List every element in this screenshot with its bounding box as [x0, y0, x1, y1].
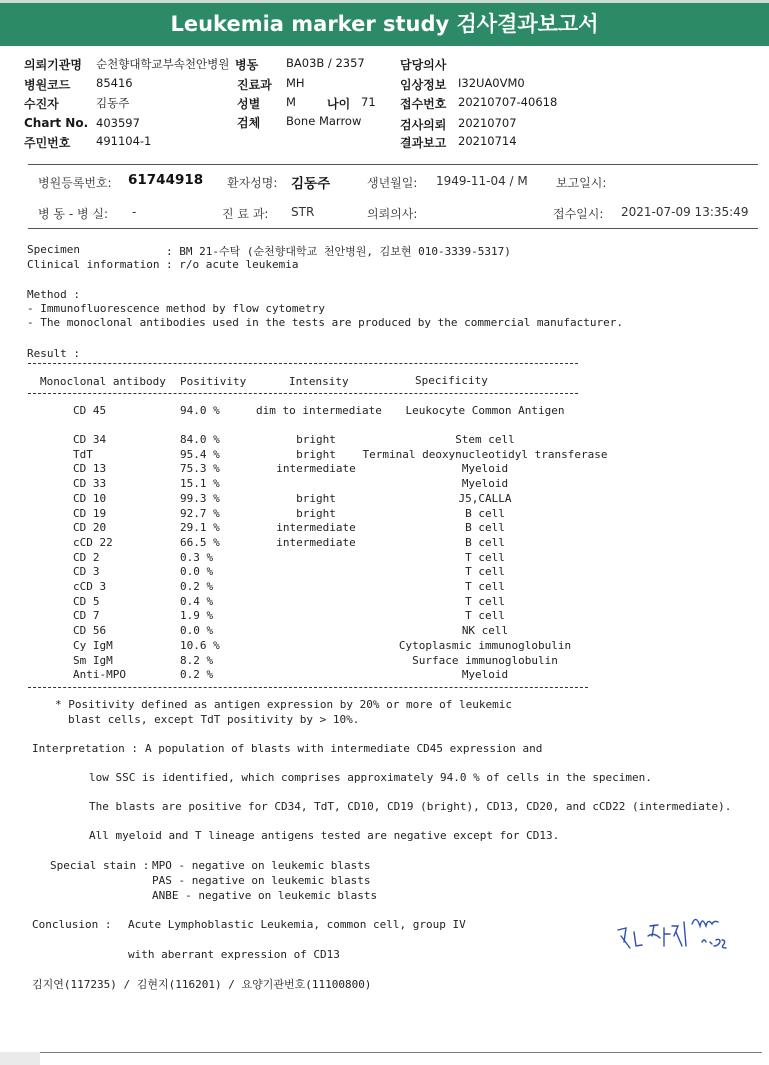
result-row — [0, 462, 769, 477]
specimen-label: 검체 — [237, 116, 261, 130]
result-row — [0, 580, 769, 595]
antibody-cell: CD 19 — [73, 506, 107, 520]
antibody-cell: CD 2 — [73, 550, 100, 564]
positivity-cell: 99.3 % — [180, 491, 220, 505]
positivity-cell: 0.0 % — [180, 624, 214, 638]
signers-line: 김지연(117235) / 김현지(116201) / 요양기관번호(11100800) — [32, 978, 372, 991]
specificity-cell: T cell — [465, 609, 505, 623]
result-row — [0, 477, 769, 492]
intensity-cell: bright — [296, 506, 336, 520]
patient-box-bottom-rule — [28, 228, 758, 229]
age-label: 나이 — [327, 97, 351, 111]
dob-label: 생년월일: — [367, 176, 418, 190]
intensity-cell: bright — [296, 433, 336, 446]
result-row — [0, 609, 769, 624]
institution-label: 의뢰기관명 — [24, 58, 82, 72]
name-label: 환자성명: — [227, 176, 278, 190]
request-value: 20210707 — [458, 116, 517, 130]
page-bottom-rule — [32, 1052, 762, 1053]
positivity-cell: 92.7 % — [180, 506, 220, 520]
positivity-cell: 10.6 % — [180, 638, 220, 652]
col-intensity-header: Intensity — [289, 375, 349, 388]
positivity-cell: 95.4 % — [180, 447, 220, 461]
specimen-line-value: : BM 21-수탁 (순천향대학교 천안병원, 김보현 010-3339-5317) — [166, 245, 511, 258]
page-gutter — [0, 1052, 40, 1065]
specificity-cell: Stem cell — [455, 433, 515, 446]
footnote-line-2: blast cells, except TdT positivity by > 10%. — [68, 713, 360, 726]
specificity-cell: T cell — [465, 550, 505, 564]
result-row — [0, 492, 769, 507]
antibody-cell: CD 13 — [73, 462, 107, 476]
report-date-label: 보고일시: — [556, 176, 607, 190]
specimen-value: Bone Marrow — [286, 114, 362, 128]
chart-value: 403597 — [96, 116, 140, 130]
dob-value: 1949-11-04 / M — [436, 174, 528, 188]
positivity-cell: 1.9 % — [180, 609, 214, 623]
antibody-cell: cCD 3 — [73, 580, 107, 593]
report-value: 20210714 — [458, 134, 517, 148]
antibody-cell: Anti-MPO — [73, 668, 126, 682]
positivity-cell: 29.1 % — [180, 521, 220, 535]
table-header-rule — [28, 393, 578, 394]
positivity-cell: 75.3 % — [180, 462, 220, 476]
result-row — [0, 668, 769, 683]
patient-label: 수진자 — [24, 97, 59, 111]
dept-box-label: 진 료 과: — [222, 207, 269, 221]
handwritten-signature — [612, 912, 737, 956]
stain-line-2: PAS - negative on leukemic blasts — [152, 874, 371, 887]
specificity-cell: T cell — [465, 565, 505, 579]
patient-value: 김동주 — [96, 96, 130, 110]
specificity-cell: Myeloid — [461, 668, 509, 682]
receipt-value: 20210707-40618 — [458, 95, 558, 109]
result-row — [0, 565, 769, 580]
clinical-info-value: I32UA0VM0 — [458, 76, 525, 90]
conclusion-line-2: with aberrant expression of CD13 — [128, 948, 340, 961]
clinical-info-label: 임상정보 — [400, 78, 447, 92]
specificity-cell: Surface immunoglobulin — [412, 653, 558, 667]
antibody-cell: CD 56 — [73, 624, 107, 638]
positivity-cell: 0.2 % — [180, 580, 214, 593]
col-positivity-header: Positivity — [180, 375, 247, 388]
specimen-line-label: Specimen — [27, 243, 80, 256]
antibody-cell: CD 20 — [73, 521, 107, 535]
ward-value: BA03B / 2357 — [286, 56, 365, 70]
specificity-cell: Myeloid — [461, 462, 509, 476]
interpretation-line-3: The blasts are positive for CD34, TdT, CD10, CD19 (bright), CD13, CD20, and cCD22 (intermediate). — [89, 800, 732, 813]
table-bottom-rule — [28, 687, 588, 688]
result-row — [0, 595, 769, 610]
dept-box-value: STR — [291, 205, 315, 219]
result-row — [0, 433, 769, 448]
rrn-value: 491104-1 — [96, 134, 152, 148]
interpretation-line-4: All myeloid and T lineage antigens tested are negative except for CD13. — [89, 829, 560, 842]
hospital-code-label: 병원코드 — [24, 78, 71, 92]
specificity-cell: Myeloid — [461, 477, 509, 491]
method-label: Method : — [27, 288, 80, 301]
special-stain-label: Special stain : — [50, 859, 150, 872]
col-specificity-header: Specificity — [415, 374, 488, 387]
method-line-1: - Immunofluorescence method by flow cytometry — [27, 302, 326, 315]
doctor-label: 담당의사 — [400, 58, 447, 72]
positivity-cell: 0.2 % — [180, 668, 214, 682]
age-value: 71 — [361, 95, 376, 109]
specificity-cell: J5,CALLA — [458, 491, 512, 505]
result-row — [0, 507, 769, 522]
positivity-cell: 15.1 % — [180, 477, 220, 491]
reg-label: 병원등록번호: — [38, 176, 112, 190]
stain-line-3: ANBE - negative on leukemic blasts — [152, 889, 378, 902]
antibody-cell: TdT — [73, 447, 93, 461]
result-row — [0, 624, 769, 639]
positivity-cell: 84.0 % — [180, 433, 220, 446]
antibody-cell: CD 33 — [73, 477, 107, 491]
antibody-cell: CD 10 — [73, 491, 107, 505]
ward-label: 병동 — [235, 58, 259, 72]
specificity-cell: Leukocyte Common Antigen — [405, 404, 565, 417]
rrn-label: 주민번호 — [24, 136, 71, 150]
report-label: 결과보고 — [400, 136, 447, 150]
result-row — [0, 404, 769, 419]
conclusion-line-1: Acute Lymphoblastic Leukemia, common cell, group IV — [128, 918, 466, 931]
col-antibody-header: Monoclonal antibody — [40, 375, 166, 388]
result-row — [0, 654, 769, 669]
reg-value: 61744918 — [128, 172, 204, 188]
result-row — [0, 448, 769, 463]
result-row — [0, 639, 769, 654]
positivity-cell: 94.0 % — [180, 404, 220, 417]
institution-value: 순천향대학교부속천안병원 — [96, 57, 230, 71]
report-title: Leukemia marker study 검사결과보고서 — [0, 0, 769, 46]
received-value: 2021-07-09 13:35:49 — [621, 205, 749, 219]
table-top-rule — [28, 363, 578, 364]
antibody-cell: CD 7 — [73, 609, 100, 623]
dept-value: MH — [286, 76, 305, 90]
ward-room-value: - — [132, 205, 137, 219]
antibody-cell: CD 34 — [73, 433, 107, 446]
specificity-cell: B cell — [465, 506, 505, 520]
result-row — [0, 551, 769, 566]
positivity-cell: 0.0 % — [180, 565, 214, 579]
request-label: 검사의뢰 — [400, 118, 447, 132]
interpretation-label: Interpretation : — [32, 742, 138, 755]
footnote-line-1: * Positivity defined as antigen expression by 20% or more of leukemic — [55, 698, 512, 711]
antibody-cell: CD 45 — [73, 404, 107, 417]
clinical-line-value: : r/o acute leukemia — [166, 258, 299, 271]
intensity-cell: bright — [296, 447, 336, 461]
specificity-cell: T cell — [465, 594, 505, 608]
antibody-cell: Cy IgM — [73, 638, 113, 652]
result-label: Result : — [27, 347, 80, 360]
method-line-2: - The monoclonal antibodies used in the tests are produced by the commercial manufacturer. — [27, 316, 624, 329]
physician-label: 의뢰의사: — [367, 207, 418, 221]
sex-label: 성별 — [237, 97, 261, 111]
antibody-cell: cCD 22 — [73, 535, 113, 549]
specificity-cell: B cell — [465, 521, 505, 535]
positivity-cell: 8.2 % — [180, 653, 214, 667]
result-row — [0, 521, 769, 536]
positivity-cell: 0.3 % — [180, 550, 214, 564]
dept-label: 진료과 — [237, 78, 272, 92]
clinical-line-label: Clinical information — [27, 258, 160, 271]
positivity-cell: 0.4 % — [180, 594, 214, 608]
specificity-cell: Terminal deoxynucleotidyl transferase — [362, 447, 608, 461]
chart-label: Chart No. — [24, 116, 89, 130]
interpretation-line-1: A population of blasts with intermediate CD45 expression and — [145, 742, 543, 755]
intensity-cell: dim to intermediate — [256, 404, 382, 417]
intensity-cell: intermediate — [276, 535, 356, 549]
stain-line-1: MPO - negative on leukemic blasts — [152, 859, 371, 872]
patient-box-top-rule — [28, 164, 758, 165]
intensity-cell: intermediate — [276, 521, 356, 535]
receipt-label: 접수번호 — [400, 97, 447, 111]
antibody-cell: Sm IgM — [73, 653, 113, 667]
specificity-cell: NK cell — [461, 624, 509, 638]
received-label: 접수일시: — [553, 207, 604, 221]
specificity-cell: T cell — [465, 580, 505, 593]
intensity-cell: intermediate — [276, 462, 356, 476]
ward-room-label: 병 동 - 병 실: — [38, 207, 108, 221]
hospital-code-value: 85416 — [96, 76, 133, 90]
antibody-cell: CD 5 — [73, 594, 100, 608]
interpretation-line-2: low SSC is identified, which comprises approximately 94.0 % of cells in the specimen. — [89, 771, 652, 784]
result-row — [0, 536, 769, 551]
intensity-cell: bright — [296, 491, 336, 505]
antibody-cell: CD 3 — [73, 565, 100, 579]
conclusion-label: Conclusion : — [32, 918, 112, 931]
name-value: 김동주 — [291, 176, 331, 192]
specificity-cell: B cell — [465, 535, 505, 549]
specificity-cell: Cytoplasmic immunoglobulin — [398, 638, 572, 652]
sex-value: M — [286, 95, 296, 109]
positivity-cell: 66.5 % — [180, 535, 220, 549]
